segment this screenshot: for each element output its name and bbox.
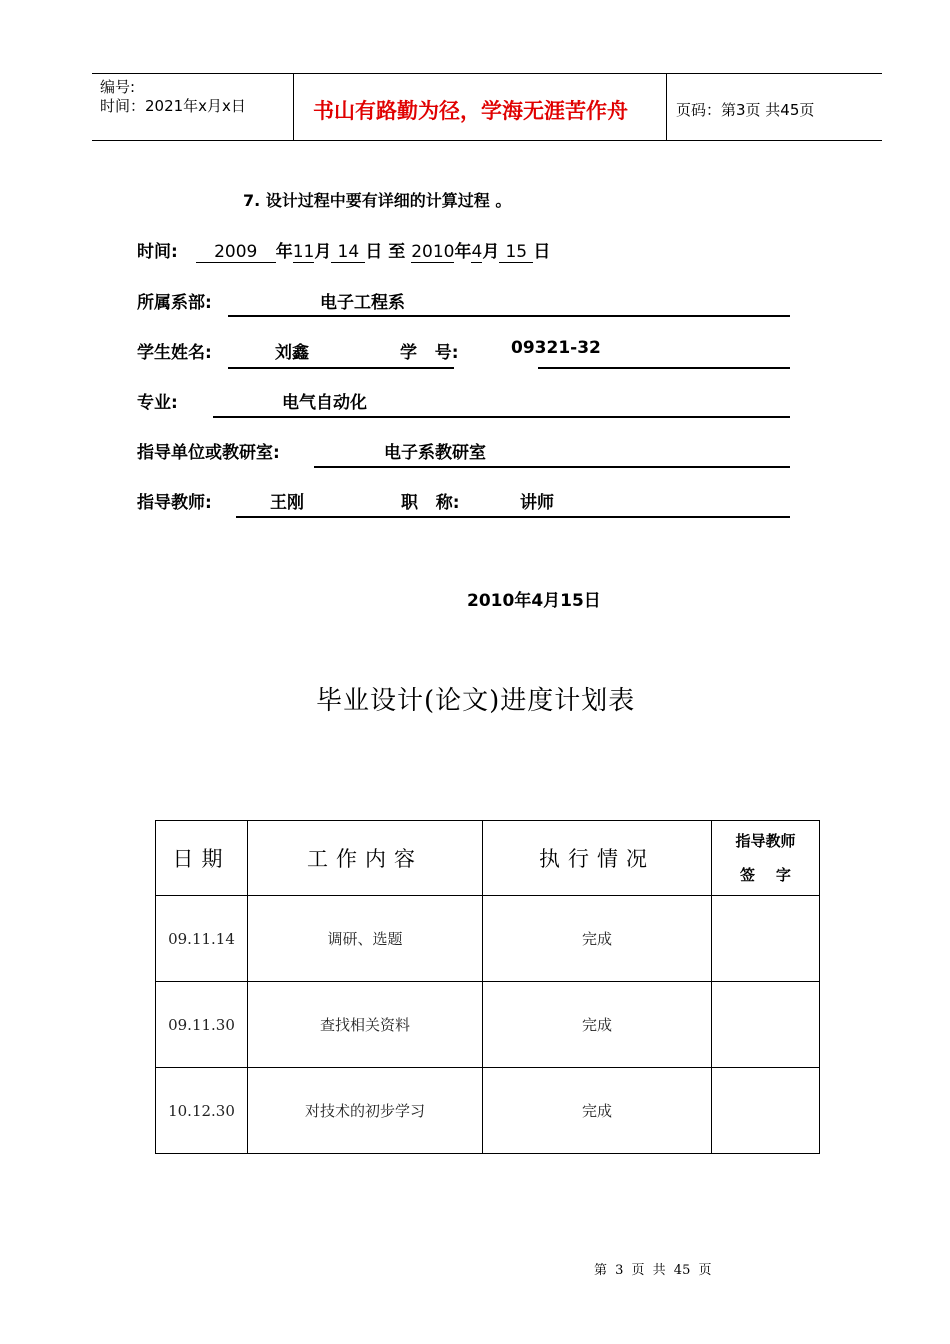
advisor-label: 指导教师: (137, 493, 212, 513)
page-title: 毕业设计(论文)进度计划表 (316, 686, 636, 716)
header-top-rule (92, 73, 882, 74)
row-sign (712, 1068, 820, 1154)
month-char: 月 (314, 242, 332, 262)
year-char: 年 (275, 242, 293, 262)
row-status: 完成 (483, 982, 712, 1068)
header-sign-line1: 指导教师 (735, 832, 796, 850)
id-underline (538, 367, 790, 369)
start-month: 11 (292, 242, 315, 262)
dept-label: 所属系部: (137, 293, 212, 313)
rank-value: 讲师 (520, 493, 554, 513)
header-motto: 书山有路勤为径，学海无涯苦作舟 (313, 98, 628, 123)
progress-table (155, 820, 820, 1154)
end-day: 15 (499, 242, 533, 263)
unit-value: 电子系教研室 (384, 443, 486, 463)
start-year: 2009 (196, 242, 276, 263)
row-sign (712, 982, 820, 1068)
table-row (156, 1068, 820, 1154)
rank-label: 职 称: (401, 493, 460, 513)
end-month-char: 月 (482, 242, 500, 262)
row-sign (712, 896, 820, 982)
major-value: 电气自动化 (282, 393, 367, 413)
page-footer: 第 3 页 共 45 页 (594, 1263, 712, 1278)
end-month: 4 (471, 242, 483, 262)
advisor-value: 王刚 (270, 493, 304, 513)
row-content: 对技术的初步学习 (248, 1068, 483, 1154)
header-number-label: 编号: (100, 78, 136, 96)
unit-label: 指导单位或教研室: (137, 443, 280, 463)
time-label: 时间: (137, 242, 178, 262)
student-value: 刘鑫 (275, 343, 309, 363)
header-divider-left (293, 73, 294, 140)
row-status: 完成 (483, 1068, 712, 1154)
day-to: 日 至 (365, 242, 406, 262)
header-bottom-rule (92, 140, 882, 141)
id-value: 09321-32 (511, 338, 601, 358)
row-status: 完成 (483, 896, 712, 982)
student-label: 学生姓名: (137, 343, 212, 363)
row-content: 调研、选题 (248, 896, 483, 982)
start-day: 14 (331, 242, 365, 263)
end-day-char: 日 (533, 242, 551, 262)
dept-value: 电子工程系 (320, 293, 405, 313)
row-date: 09.11.14 (156, 896, 248, 982)
unit-underline (314, 466, 790, 468)
header-sign (712, 821, 820, 896)
row-content: 查找相关资料 (248, 982, 483, 1068)
id-label: 学 号: (400, 343, 459, 363)
header-page-label: 页码：第3页 共45页 (676, 101, 815, 119)
header-divider-right (666, 73, 667, 140)
requirement-text: 7. 设计过程中要有详细的计算过程 。 (243, 191, 512, 210)
major-underline (213, 416, 790, 418)
header-status: 执行情况 (483, 821, 712, 896)
row-date: 09.11.30 (156, 982, 248, 1068)
header-sign-line2: 签 字 (740, 866, 791, 884)
table-row (156, 896, 820, 982)
row-date: 10.12.30 (156, 1068, 248, 1154)
header-time-label: 时间：2021年x月x日 (100, 97, 246, 115)
major-label: 专业: (137, 393, 178, 413)
advisor-underline (236, 516, 790, 518)
header-date: 日期 (156, 821, 248, 896)
end-year-char: 年 (454, 242, 472, 262)
table-header-row (156, 821, 820, 896)
dept-underline (228, 315, 790, 317)
table-row (156, 982, 820, 1068)
header-content: 工作内容 (248, 821, 483, 896)
student-underline (228, 367, 454, 369)
end-year: 2010 (411, 242, 455, 262)
signed-date: 2010年4月15日 (467, 591, 601, 611)
time-row (137, 237, 550, 263)
